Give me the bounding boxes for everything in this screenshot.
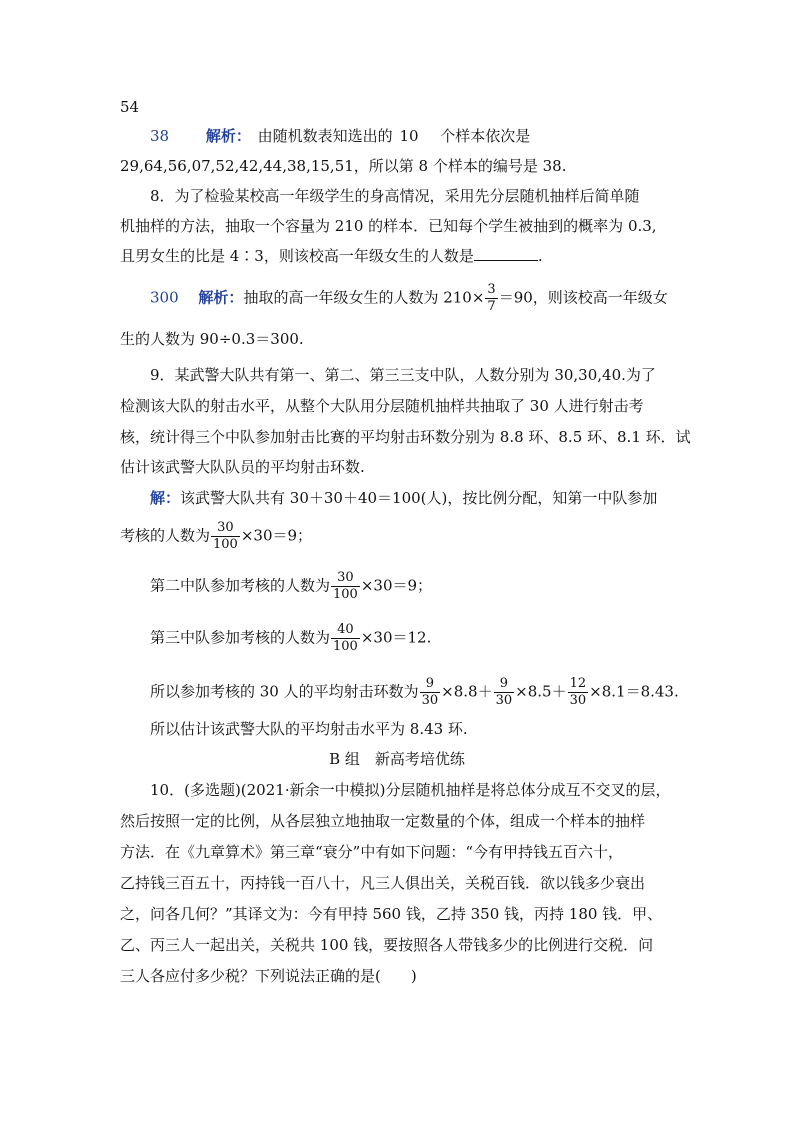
q9-solution-text-5a: 所以参加考核的 30 人的平均射击环数为 <box>150 682 419 701</box>
q9-solution-line-4 <box>150 622 431 655</box>
section-title: B 组 新高考培优练 <box>329 750 465 768</box>
q9-solution-line-1 <box>150 488 657 508</box>
q9-line-2: 检测该大队的射击水平，从整个大队用分层随机抽样共抽取了 30 人进行射击考 <box>120 397 644 415</box>
q10-line-7: 三人各应付多少税？下列说法正确的是( ) <box>120 967 417 985</box>
q8-answer: 300 <box>150 288 179 307</box>
q9-solution-text-5d: ×8.1＝8.43. <box>589 682 679 701</box>
q9-solution-text-5b: ×8.8＋ <box>441 682 493 701</box>
fraction-30-100-b: $\frac{30}{100}$ <box>333 570 358 602</box>
q9-line-4: 估计该武警大队队员的平均射击环数. <box>120 458 365 476</box>
q9-solution-text-3a: 第二中队参加考核的人数为 <box>150 576 331 595</box>
fraction-9-30-b: $\frac{9}{30}$ <box>495 676 513 708</box>
q9-solution-line-2 <box>120 520 312 553</box>
q9-solution-line-3 <box>150 570 432 603</box>
q8-solution-line-2: 生的人数为 90÷0.3＝300. <box>120 330 304 348</box>
q9-solution-text-2a: 考核的人数为 <box>120 526 211 545</box>
q7-answer: 38 <box>150 127 170 145</box>
answer-blank <box>474 246 538 261</box>
fraction-30-100-a: $\frac{30}{100}$ <box>213 520 238 552</box>
q9-solution-text-4b: ×30＝12. <box>360 628 432 647</box>
q10-line-4: 乙持钱三百五十，丙持钱一百八十，凡三人俱出关，关税百钱．欲以钱多少衰出 <box>120 874 646 892</box>
q8-solution-line-1 <box>150 282 668 315</box>
fraction-3-7: $\frac{3}{7}$ <box>487 282 496 314</box>
q9-line-1: 9．某武警大队共有第一、第二、第三三支中队，人数分别为 30,30,40.为了 <box>150 366 656 384</box>
page-number: 54 <box>120 98 140 116</box>
q8-line-3-text: 且男女生的比是 4∶3，则该校高一年级女生的人数是 <box>120 247 474 265</box>
q9-solution-text-3b: ×30＝9； <box>360 576 433 595</box>
q9-solution-text-5c: ×8.5＋ <box>515 682 567 701</box>
fraction-12-30: $\frac{12}{30}$ <box>569 676 587 708</box>
q9-line-3: 核，统计得三个中队参加射击比赛的平均射击环数分别为 8.8 环、8.5 环、8.1 环．试 <box>120 428 691 446</box>
q7-text: 由随机数表知选出的 10 个样本依次是 <box>257 127 531 145</box>
q10-line-3: 方法．在《九章算术》第三章“衰分”中有如下问题：“今有甲持钱五百六十， <box>120 843 624 861</box>
q10-line-2: 然后按照一定的比例，从各层独立地抽取一定数量的个体，组成一个样本的抽样 <box>120 812 646 830</box>
q9-solution-text-2b: ×30＝9； <box>240 526 313 545</box>
q8-line-2: 机抽样的方法，抽取一个容量为 210 的样本．已知每个学生被抽到的概率为 0.3, <box>120 217 657 235</box>
fraction-9-30-a: $\frac{9}{30}$ <box>421 676 439 708</box>
q7-solution-line-1 <box>150 126 530 146</box>
fraction-40-100: $\frac{40}{100}$ <box>333 622 358 654</box>
q10-line-5: 之，问各几何？”其译文为：今有甲持 560 钱，乙持 350 钱，丙持 180 钱．甲、 <box>120 905 663 923</box>
q9-solution-label: 解： <box>150 489 181 507</box>
q8-solution-text-a: 抽取的高一年级女生的人数为 210× <box>243 288 485 307</box>
q9-solution-text-4a: 第三中队参加考核的人数为 <box>150 628 331 647</box>
q7-analysis-label: 解析： <box>205 127 251 145</box>
q9-solution-line-5 <box>150 676 679 709</box>
q8-analysis-label: 解析： <box>198 288 244 307</box>
q10-line-1: 10．(多选题)(2021·新余一中模拟)分层随机抽样是将总体分成互不交叉的层， <box>150 781 671 799</box>
q8-line-3 <box>120 246 543 266</box>
q10-line-6: 乙、丙三人一起出关，关税共 100 钱，要按照各人带钱多少的比例进行交税．问 <box>120 936 654 954</box>
q9-solution-line-6: 所以估计该武警大队的平均射击水平为 8.43 环. <box>150 720 468 738</box>
q7-solution-line-2: 29,64,56,07,52,42,44,38,15,51，所以第 8 个样本的编号是 38. <box>120 157 567 175</box>
q8-line-3-end: . <box>537 247 543 265</box>
q8-line-1: 8．为了检验某校高一年级学生的身高情况，采用先分层随机抽样后简单随 <box>150 187 640 205</box>
q8-solution-text-b: ＝90，则该校高一年级女 <box>498 288 668 307</box>
q9-solution-text-1: 该武警大队共有 30＋30＋40＝100(人)，按比例分配，知第一中队参加 <box>180 489 658 507</box>
